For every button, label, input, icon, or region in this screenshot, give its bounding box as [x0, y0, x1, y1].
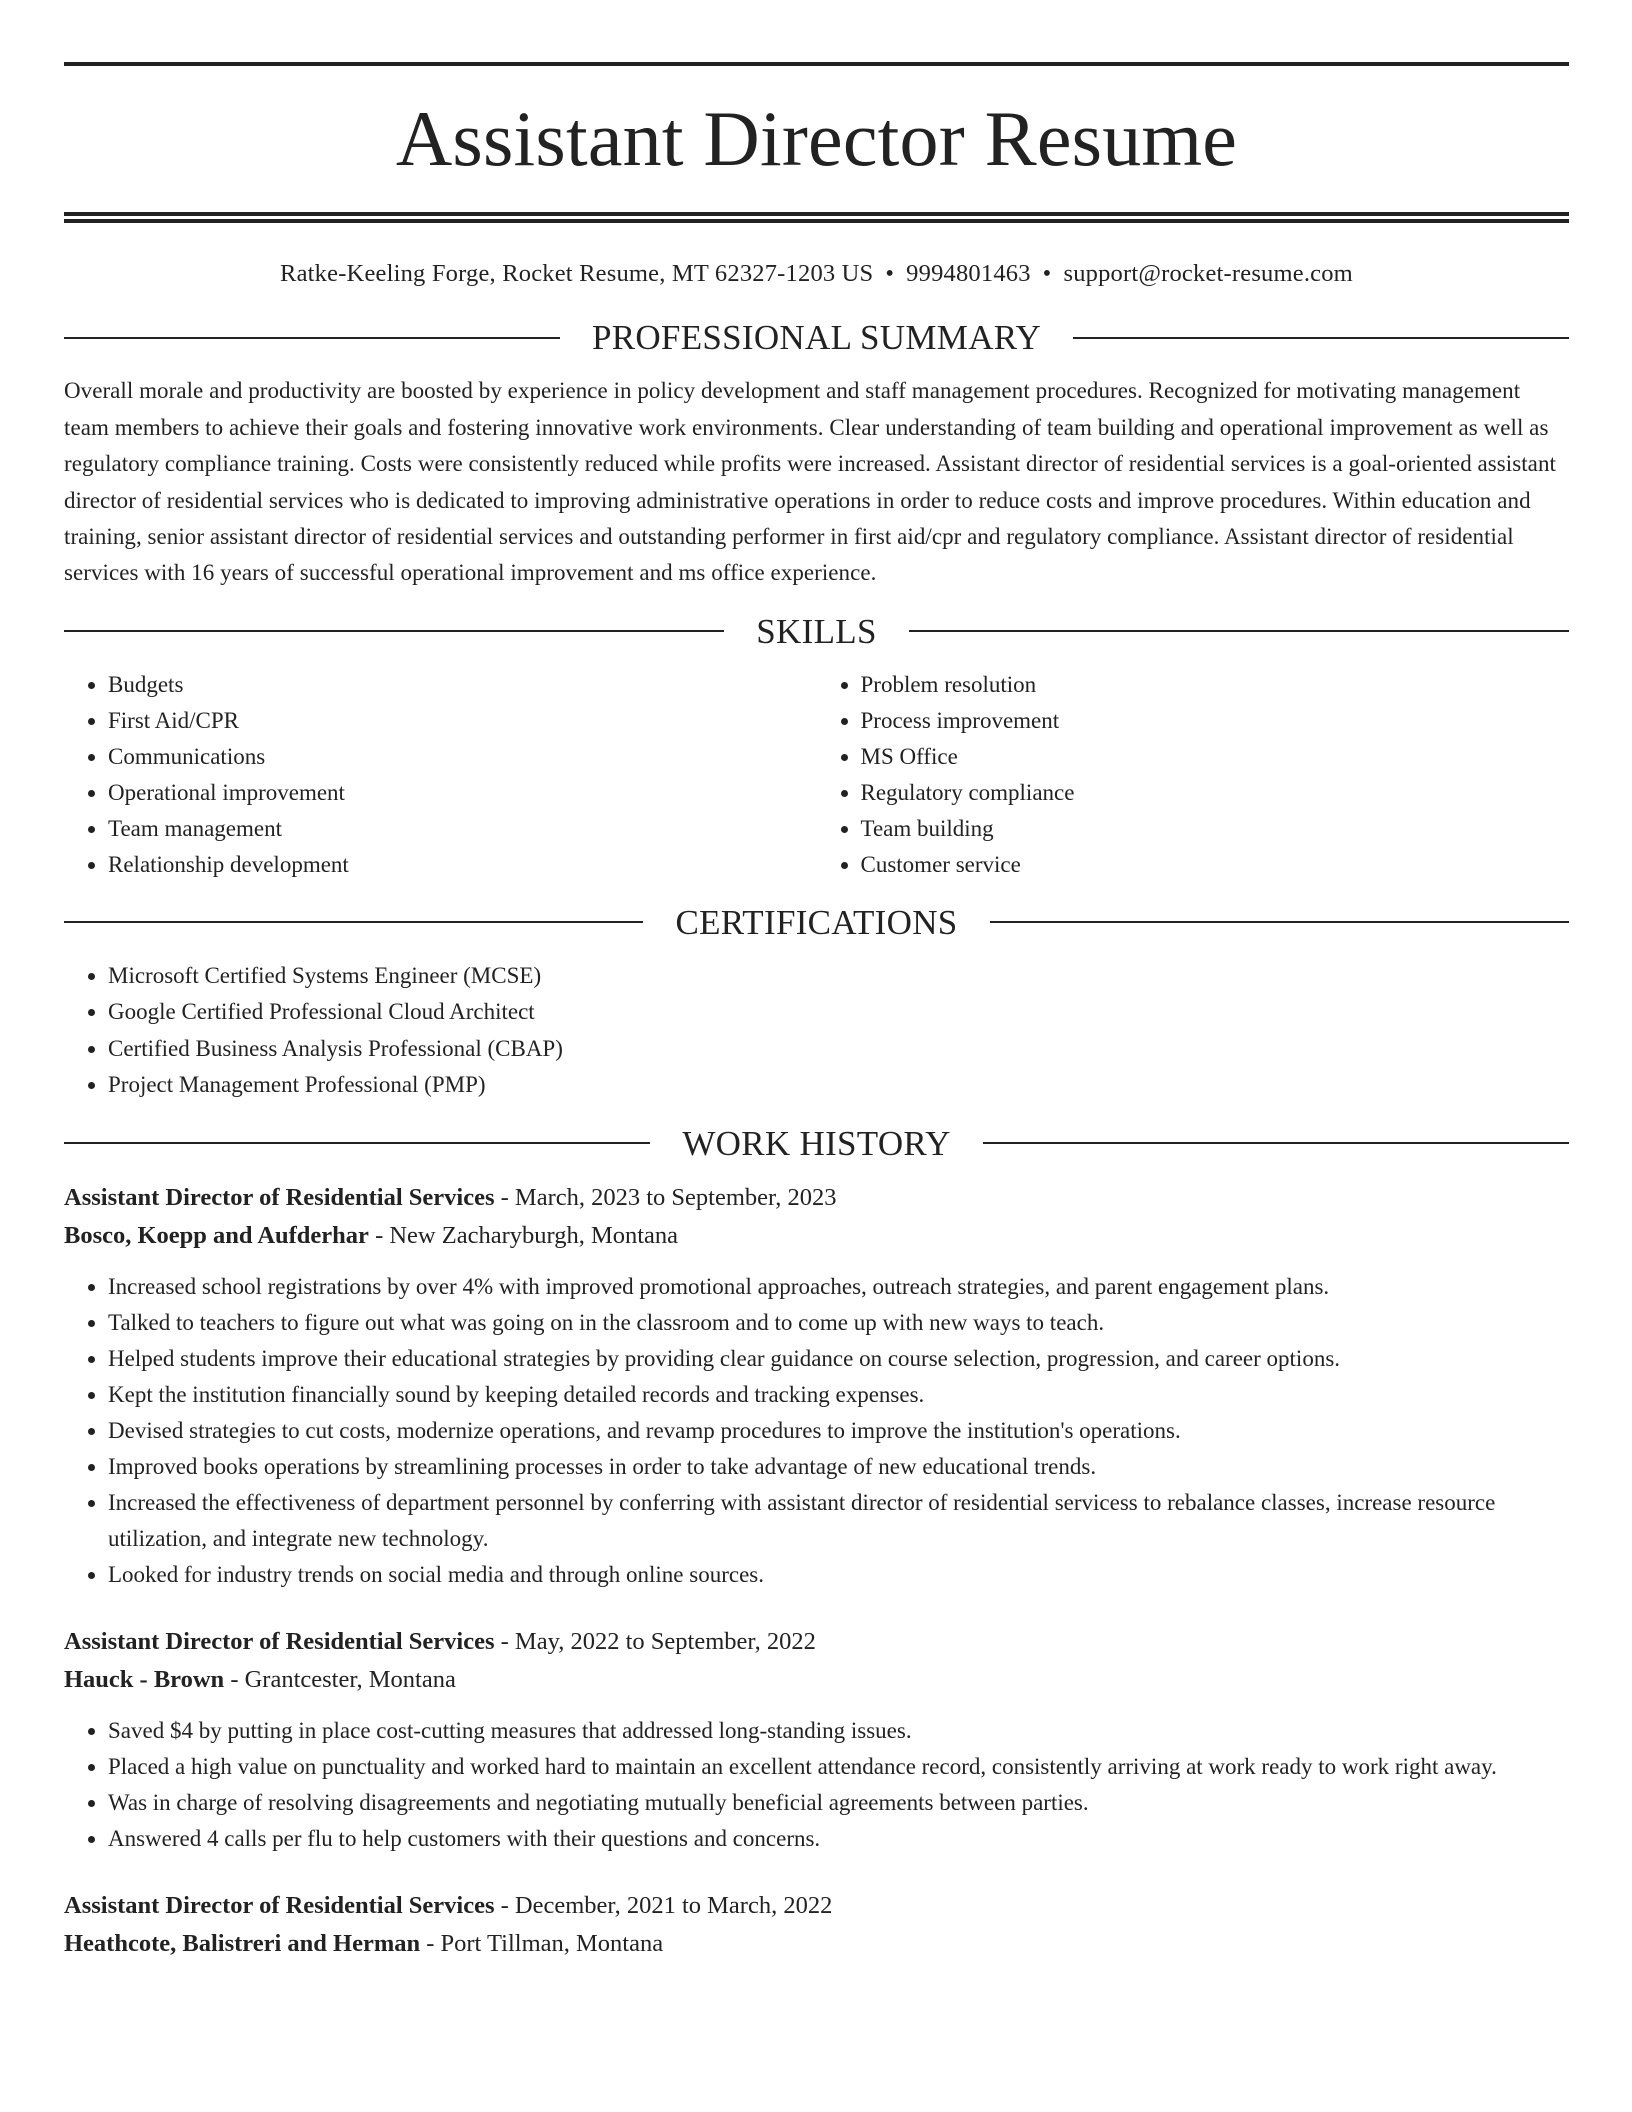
skills-heading [64, 611, 1569, 651]
job-title: Assistant Director of Residential Services [64, 1891, 495, 1919]
contact-separator: • [885, 260, 895, 287]
top-rule [64, 62, 1569, 66]
heading-rule-left [64, 1142, 650, 1144]
job-title-line [64, 1623, 1569, 1661]
skills-column-right [817, 667, 1570, 883]
skills-list [64, 667, 1569, 883]
heading-rule-right [990, 921, 1569, 923]
job-entry [64, 1623, 1569, 1857]
job-company-line [64, 1925, 1569, 1963]
skill-item: • Communications [108, 739, 817, 775]
job-bullets [64, 1713, 1569, 1857]
contact-address: Ratke-Keeling Forge, Rocket Resume, MT 62327-1203 US [280, 260, 874, 287]
certification-item: • Project Management Professional (PMP) [108, 1067, 1569, 1104]
skill-item: • First Aid/CPR [108, 703, 817, 739]
skill-item: • Team management [108, 811, 817, 847]
job-company: Bosco, Koepp and Aufderhar [64, 1221, 369, 1249]
job-bullet: • Devised strategies to cut costs, modernize operations, and revamp procedures to improve the institution's operations. [108, 1413, 1569, 1449]
job-dates: - March, 2023 to September, 2023 [494, 1183, 837, 1211]
job-title-line [64, 1179, 1569, 1217]
job-entry [64, 1887, 1569, 1963]
heading-rule-right [909, 630, 1569, 632]
job-bullet: • Improved books operations by streamlining processes in order to take advantage of new educational trends. [108, 1449, 1569, 1485]
job-bullets [64, 1269, 1569, 1593]
job-bullet: • Talked to teachers to figure out what was going on in the classroom and to come up with new ways to teach. [108, 1305, 1569, 1341]
contact-phone: 9994801463 [906, 260, 1031, 287]
heading-rule-left [64, 337, 560, 339]
job-entry [64, 1179, 1569, 1593]
job-bullet: • Looked for industry trends on social media and through online sources. [108, 1557, 1569, 1593]
summary-heading-label: PROFESSIONAL SUMMARY [591, 318, 1042, 358]
job-bullet: • Was in charge of resolving disagreements and negotiating mutually beneficial agreements between parties. [108, 1785, 1569, 1821]
heading-rule-right [983, 1142, 1569, 1144]
skills-column-left [64, 667, 817, 883]
heading-rule-right [1073, 337, 1569, 339]
work-history-heading-label: WORK HISTORY [682, 1123, 951, 1163]
job-title: Assistant Director of Residential Services [64, 1183, 495, 1211]
job-bullet: • Increased school registrations by over 4% with improved promotional approaches, outreach strategies, and parent engagement plans. [108, 1269, 1569, 1305]
skill-item: • Team building [861, 811, 1570, 847]
skill-item: • MS Office [861, 739, 1570, 775]
certifications-list [64, 958, 1569, 1104]
job-bullet: • Saved $4 by putting in place cost-cutting measures that addressed long-standing issues. [108, 1713, 1569, 1749]
certification-item: • Certified Business Analysis Professional (CBAP) [108, 1031, 1569, 1068]
resume-title: Assistant Director Resume [395, 95, 1238, 182]
certifications-heading-label: CERTIFICATIONS [675, 902, 958, 942]
job-bullet: • Kept the institution financially sound by keeping detailed records and tracking expenses. [108, 1377, 1569, 1413]
job-dates: - December, 2021 to March, 2022 [494, 1891, 833, 1919]
skill-item: • Budgets [108, 667, 817, 703]
job-title-line [64, 1887, 1569, 1925]
title-double-rule [64, 212, 1569, 223]
job-location: - New Zacharyburgh, Montana [368, 1221, 679, 1249]
job-bullet: • Placed a high value on punctuality and worked hard to maintain an excellent attendance record, consistently arriving at work ready to work right away. [108, 1749, 1569, 1785]
job-company: Heathcote, Balistreri and Herman [64, 1929, 421, 1957]
job-company: Hauck - Brown [64, 1665, 225, 1693]
contact-separator: • [1042, 260, 1052, 287]
job-company-line [64, 1217, 1569, 1255]
certifications-heading [64, 902, 1569, 942]
skill-item: • Operational improvement [108, 775, 817, 811]
certification-item: • Google Certified Professional Cloud Architect [108, 994, 1569, 1031]
job-location: - Grantcester, Montana [224, 1665, 456, 1693]
summary-text: Overall morale and productivity are boosted by experience in policy development and staff management procedures. Recognized for motivating management team members to achieve their goals and fostering innovative work environments. Clear understanding of team building and operational improvement as well as regulatory compliance training. Costs were consistently reduced while profits were increased. Assistant director of residential services is a goal-oriented assistant director of residential services who is dedicated to improving administrative operations in order to reduce costs and improve procedures. Within education and training, senior assistant director of residential services and outstanding performer in first aid/cpr and regulatory compliance. Assistant director of residential services with 16 years of successful operational improvement and ms office experience. [64, 378, 1556, 586]
skill-item: • Relationship development [108, 847, 817, 883]
job-title: Assistant Director of Residential Services [64, 1627, 495, 1655]
job-location: - Port Tillman, Montana [420, 1929, 664, 1957]
skill-item: • Regulatory compliance [861, 775, 1570, 811]
summary-heading [64, 318, 1569, 358]
skill-item: • Process improvement [861, 703, 1570, 739]
contact-email: support@rocket-resume.com [1063, 260, 1353, 287]
job-dates: - May, 2022 to September, 2022 [494, 1627, 816, 1655]
certification-item: • Microsoft Certified Systems Engineer (MCSE) [108, 958, 1569, 995]
job-bullet: • Answered 4 calls per flu to help customers with their questions and concerns. [108, 1821, 1569, 1857]
contact-line [64, 259, 1569, 288]
heading-rule-left [64, 921, 643, 923]
job-bullet: • Helped students improve their educational strategies by providing clear guidance on course selection, progression, and career options. [108, 1341, 1569, 1377]
job-company-line [64, 1661, 1569, 1699]
job-bullet: • Increased the effectiveness of department personnel by conferring with assistant director of residential servicess to rebalance classes, increase resource utilization, and integrate new technology. [108, 1485, 1569, 1557]
skills-heading-label: SKILLS [756, 611, 877, 651]
skill-item: • Problem resolution [861, 667, 1570, 703]
heading-rule-left [64, 630, 724, 632]
work-history-heading [64, 1123, 1569, 1163]
skill-item: • Customer service [861, 847, 1570, 883]
